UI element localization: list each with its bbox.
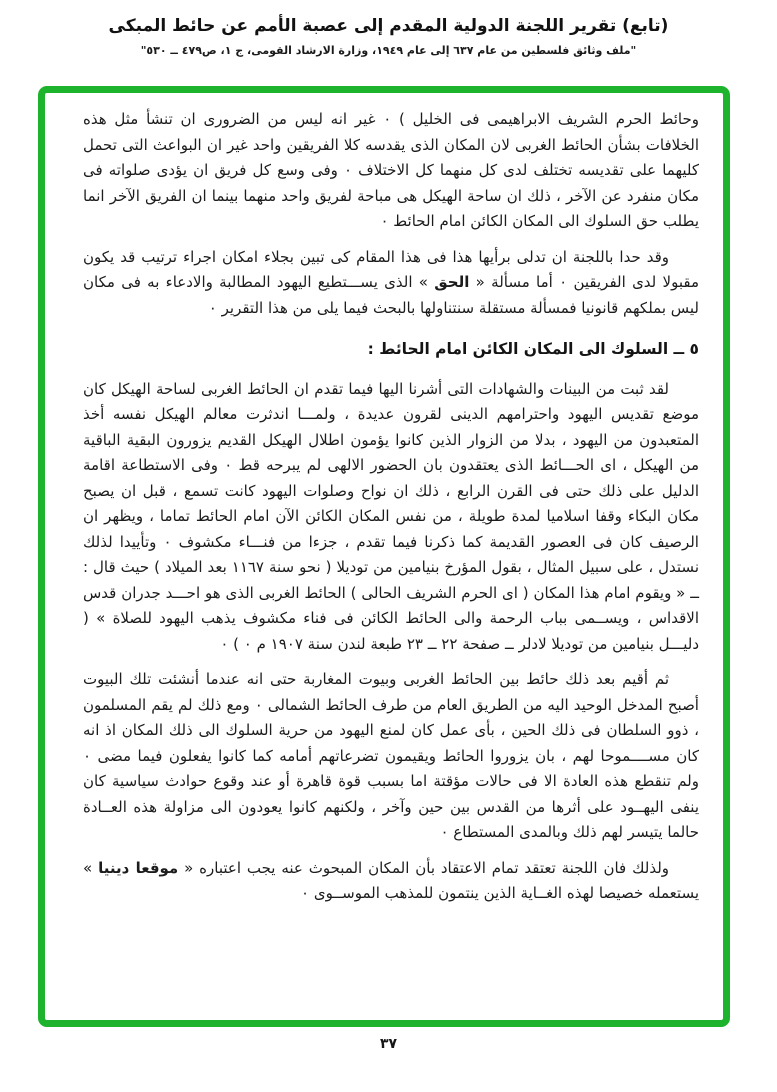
document-body: [45, 93, 723, 907]
emphasized-phrase-religious-site: موقعا دينيا: [98, 858, 179, 877]
section-heading-5: ٥ ــ السلوك الى المكان الكائن امام الحائط :: [367, 340, 699, 358]
document-title: (تابع) تقرير اللجنة الدولية المقدم إلى عصبة الأمم عن حائط المبكى: [108, 16, 669, 36]
paragraph-5: [83, 856, 699, 907]
paragraph-2-text-before: وقد حدا باللجنة ان تدلى برأيها هذا فى هذا المقام كى تبين بجلاء امكان اجراء ترتيب قد يكون مقبولا لدى الفريقين ٠ أما مسألة «: [83, 247, 699, 291]
paragraph-5-text-after: » يستعمله خصيصا لهذه الغــاية الذين ينتمون للمذهب الموســوى ٠: [83, 858, 699, 902]
emphasized-word-alhaq: الحق: [434, 273, 470, 291]
paragraph-5-text-before: ولذلك فان اللجنة تعتقد تمام الاعتقاد بأن المكان المبحوث عنه يجب اعتباره «: [178, 858, 670, 877]
paragraph-2-text-after: » الذى يســـتطيع اليهود المطالبة والادعاء به فى مكان ليس بملكهم قانونيا فمسألة مستقلة سنتناولها بالبحث فيما يلى من هذا التقرير ٠: [83, 273, 699, 317]
paragraph-4: ثم أقيم بعد ذلك حائط بين الحائط الغربى وبيوت المغاربة حتى انه عندما أنشئت تلك البيوت أصبح المدخل الوحيد اليه من الطريق العام من طرف الحائط الشمالى ٠ ومع ذلك لم يقم المسلمون ، ذوو السلطان فى ذلك الحين ، بأى عمل كان لمنع اليهود من حرية السلوك الى ذلك المكان اذ انه كان مســــموحا لهم ، بان يزوروا الحائط ويقيمون تضرعاتهم أمامه كما كانوا يفعلون فيما مضى ٠ ولم تنقطع هذه العادة الا فى حالات مؤقتة اما بسبب قوة قاهرة أو عند وقوع حوادث سياسية كان ينفى اليهــود على أثرها من القدس بين حين وآخر ، ولكنهم كانوا يعودون الى مزاولة هذه العــادة حالما يتيسر لهم ذلك وبالمدى المستطاع ٠: [83, 670, 699, 841]
document-source-citation: "ملف وثائق فلسطين من عام ٦٣٧ إلى عام ١٩٤٩، وزارة الارشاد القومى، ج ١، ص٤٧٩ ــ ٥٣٠": [140, 44, 637, 57]
page-number: ٣٧: [379, 1036, 398, 1052]
paragraph-1: وحائط الحرم الشريف الابراهيمى فى الخليل ) ٠ غير انه ليس من الضرورى ان تنشأ مثل هذه الخلافات بشأن الحائط الغربى لان المكان الذى يقدسه كلا الفريقين واحد غير ان البواعث التى تحمل كليهما على تقديسه تختلف لدى كل منهما كل الاختلاف ٠ وفى وسع كل فريق ان يؤدى صلواته فى مكان منفرد عن الآخر ، ذلك ان ساحة الهيكل هى مباحة لفريق واحد منهما بينما ان الفريق الآخر انما يطلب حق السلوك الى المكان الكائن امام الحائط ٠: [83, 110, 699, 230]
paragraph-2: [83, 245, 699, 322]
paragraph-3: لقد ثبت من البينات والشهادات التى أشرنا اليها فيما تقدم ان الحائط الغربى لساحة الهيكل كان موضع تقديس اليهود واحترامهم الدينى لقرون عديدة ، ولمـــا اندثرت معالم الهيكل نفسه أخذ المتعبدون من اليهود ، بدلا من الزوار الذين كانوا يؤمون اطلال الهيكل القديم يزورون البقية الباقية من الهيكل ، اى الحـــائط الذى يعتقدون بان الحضور الالهى لم يبرحه قط ٠ وفى الاستطاعة اقامة الدليل على ذلك حتى فى القرن الرابع ، ذلك ان نواح وصلوات اليهود كانت تسمع ، قبل ان يصبح مكان البكاء وقفا اسلاميا لمدة طويلة ، من نفس المكان الكائن الآن امام الحائط تماما ، ويظهر ان الرصيف كان فى العصور القديمة كما ذكرنا فيما تقدم ، جزءا من فنـــاء مكشوف ٠ وتأييدا لذلك نستدل ، على سبيل المثال ، بقول المؤرخ بنيامين من توديلا ( نحو سنة ١١٦٧ بعد الميلاد ) حيث قال : ــ « ويقوم امام هذا المكان ( اى الحرم الشريف الحالى ) الحائط الغربى الذى هو احـــد جدران قدس الاقداس ، ويســمى بباب الرحمة والى الحائط الكائن فى فناء مكشوف يذهب اليهود للصلاة » ( دليـــل بنيامين من توديلا لادلر ــ صفحة ٢٢ ــ ٢٣ طبعة لندن سنة ١٩٠٧ م ٠ ) ٠: [83, 379, 699, 653]
page-header: [0, 0, 777, 57]
green-highlight-frame: [38, 86, 730, 1027]
